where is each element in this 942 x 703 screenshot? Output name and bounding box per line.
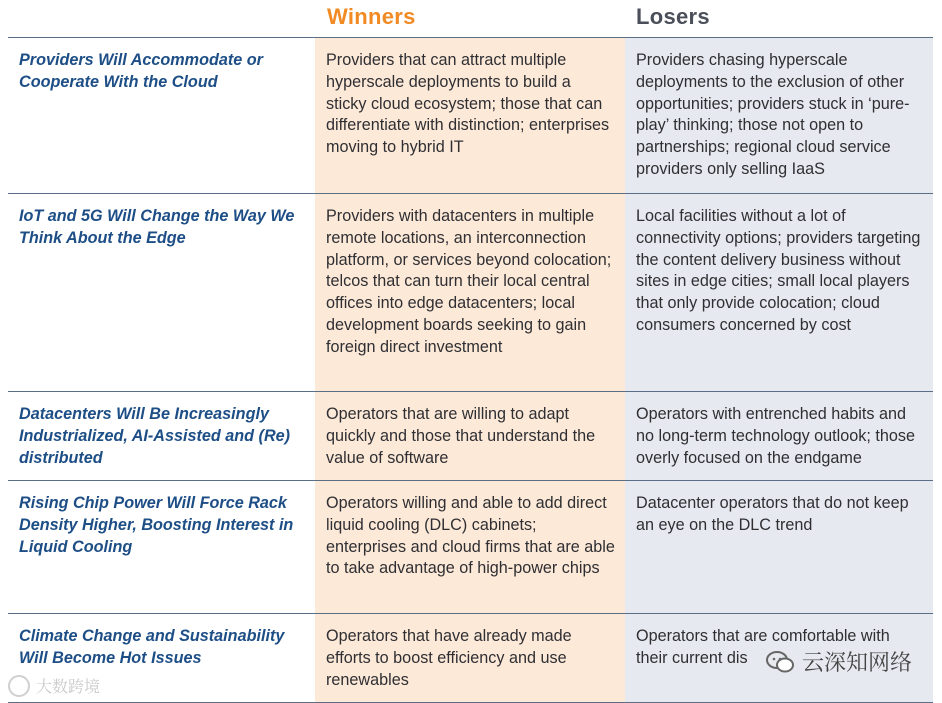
watermark-right [766,646,912,677]
row-topic: Climate Change and Sustainability Will Become Hot Issues [19,627,285,667]
winners-heading: Winners [327,4,416,29]
table-row [8,392,933,481]
row-losers: Operators with entrenched habits and no long-term technology outlook; those overly focused on the endgame [625,392,933,480]
row-winners: Providers that can attract multiple hyperscale deployments to build a sticky cloud ecosystem; those that can differentiate with distinction; enterprises moving to hybrid IT [315,38,625,193]
row-winners: Operators that are willing to adapt quickly and those that understand the value of software [315,392,625,480]
row-winners: Operators that have already made efforts to boost efficiency and use renewables [315,614,625,702]
row-losers: Providers chasing hyperscale deployments to the exclusion of other opportunities; providers stuck in ‘pure-play’ thinking; those not open to partnerships; regional cloud service providers only selling IaaS [625,38,933,193]
row-winners: Providers with datacenters in multiple remote locations, an interconnection platform, or services beyond colocation; telcos that can turn their local central offices into edge datacenters; local development boards seeking to gain foreign direct investment [315,194,625,391]
row-winners: Operators willing and able to add direct liquid cooling (DLC) cabinets; enterprises and cloud firms that are able to take advantage of high-power chips [315,481,625,613]
watermark-right-text: 云深知网络 [801,650,912,675]
wechat-icon [766,651,794,673]
row-topic: Providers Will Accommodate or Cooperate With the Cloud [19,51,263,91]
table-row [8,38,933,194]
row-topic: Datacenters Will Be Increasingly Industrialized, AI-Assisted and (Re) distributed [19,405,291,467]
row-topic: Rising Chip Power Will Force Rack Density Higher, Boosting Interest in Liquid Cooling [19,494,294,556]
watermark-logo-icon [8,675,30,697]
watermark-left-text: 大数跨境 [36,679,101,696]
row-topic: IoT and 5G Will Change the Way We Think About the Edge [19,207,295,247]
table-header [0,0,942,38]
table-row [8,481,933,614]
winners-losers-table [8,37,933,703]
watermark-left [8,674,100,697]
losers-heading: Losers [636,4,710,29]
row-losers: Datacenter operators that do not keep an eye on the DLC trend [625,481,933,613]
row-losers: Operators that are comfortable with their current dis [625,614,933,702]
table-row [8,194,933,392]
row-losers: Local facilities without a lot of connectivity options; providers targeting the content delivery business without sites in edge cities; small local players that only provide colocation; cloud consumers concerned by cost [625,194,933,391]
